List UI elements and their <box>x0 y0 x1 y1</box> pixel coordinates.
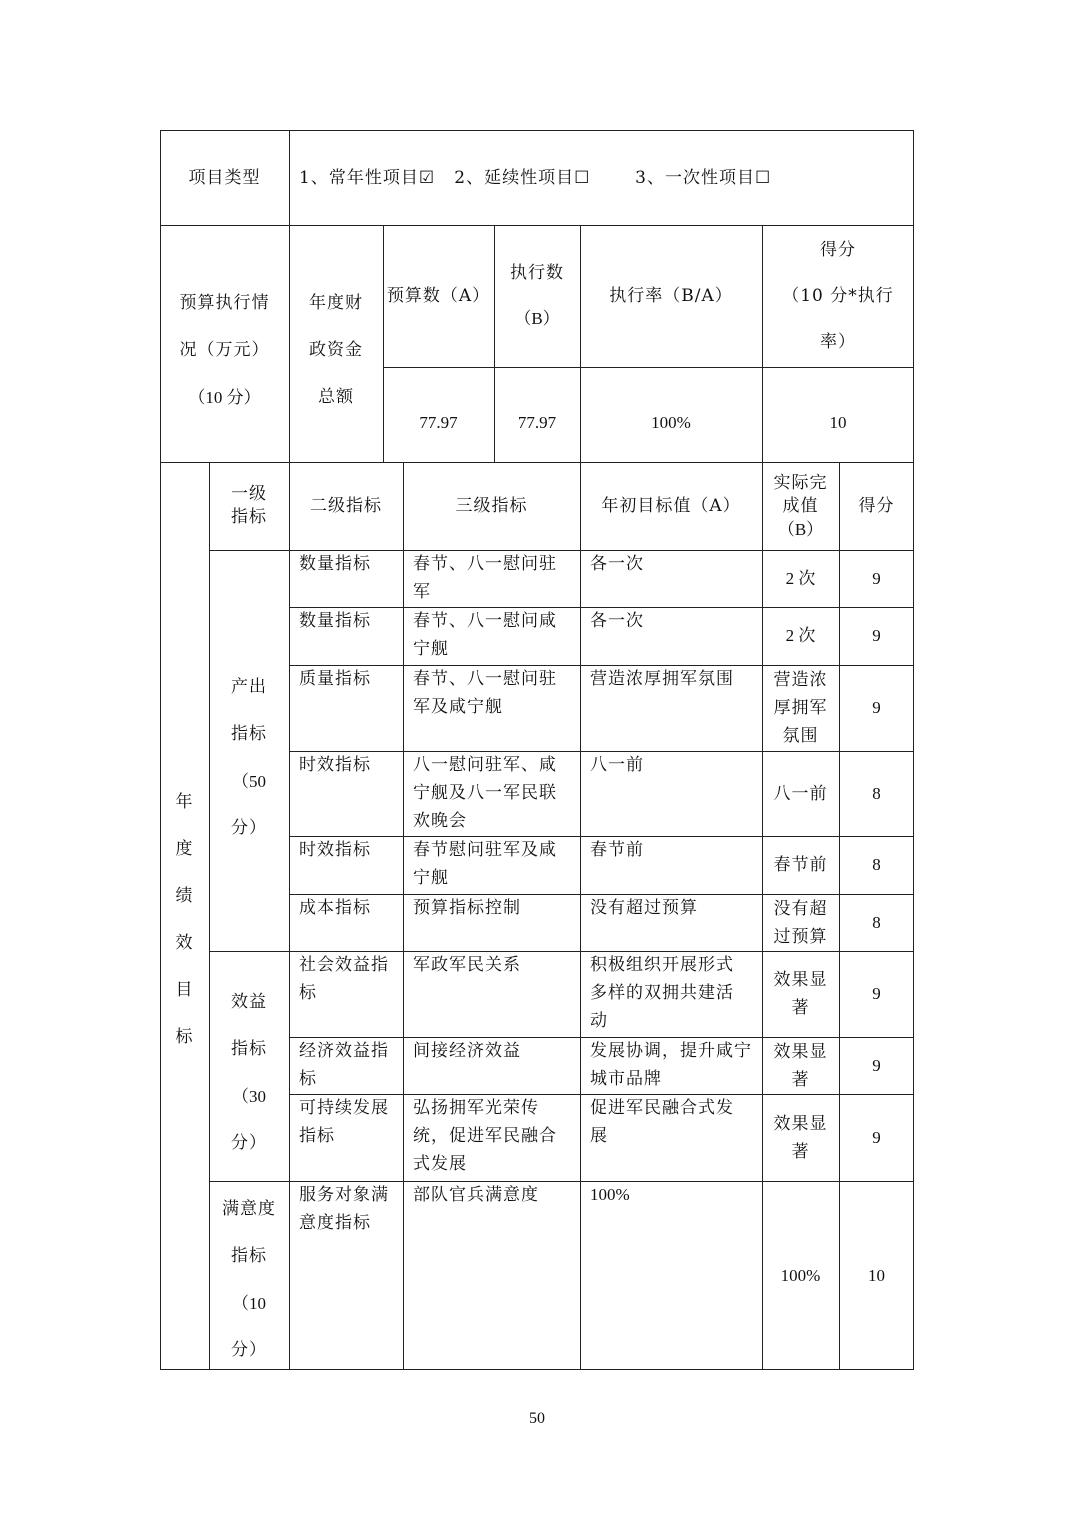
row-9-target: 促进军民融合式发 展 <box>590 1098 734 1146</box>
annual-performance-target-label: 年 度 绩 效 目 标 <box>175 792 194 1047</box>
row-4-l3: 八一慰问驻军、咸 宁舰及八一军民联 欢晚会 <box>413 755 557 831</box>
row-6-score: 8 <box>872 912 881 932</box>
row-10-actual: 100% <box>780 1265 821 1285</box>
row-7-actual: 效果显 著 <box>773 970 828 1018</box>
row-5-actual: 春节前 <box>773 855 828 875</box>
row-1-actual: 2 次 <box>785 568 816 588</box>
row-7-score: 9 <box>872 984 881 1003</box>
exec-b-header: 执行数 （B） <box>510 263 564 328</box>
row-3-target: 营造浓厚拥军氛围 <box>590 669 734 689</box>
fund-total-label: 年度财 政资金 总额 <box>309 292 363 407</box>
row-9-l3: 弘扬拥军光荣传 统，促进军民融合 式发展 <box>413 1098 557 1174</box>
row-10-l3: 部队官兵满意度 <box>413 1185 539 1205</box>
row-10-l2: 服务对象满 意度指标 <box>299 1185 389 1233</box>
row-10-target: 100% <box>590 1185 630 1204</box>
row-2-l2: 数量指标 <box>299 611 371 631</box>
row-3-l2: 质量指标 <box>299 669 371 689</box>
row-10-score: 10 <box>868 1265 885 1285</box>
row-3-l3: 春节、八一慰问驻 军及咸宁舰 <box>413 669 557 717</box>
row-4-target: 八一前 <box>590 755 644 775</box>
row-5-l3: 春节慰问驻军及咸 宁舰 <box>413 840 557 888</box>
header-score: 得分 <box>858 496 895 516</box>
group-label-output: 产出 指标 （50 分） <box>231 677 267 838</box>
row-1-l2: 数量指标 <box>299 554 371 574</box>
row-4-score: 8 <box>872 783 881 803</box>
score-value: 10 <box>829 412 847 432</box>
row-5-l2: 时效指标 <box>299 840 371 860</box>
row-6-l3: 预算指标控制 <box>413 898 521 918</box>
row-7-l2: 社会效益指 标 <box>299 955 389 1003</box>
row-6-target: 没有超过预算 <box>590 898 698 918</box>
row-2-l3: 春节、八一慰问咸 宁舰 <box>413 611 557 659</box>
row-8-actual: 效果显 著 <box>773 1041 828 1090</box>
row-6-actual: 没有超 过预算 <box>773 898 828 947</box>
row-6-l2: 成本指标 <box>299 898 371 918</box>
exec-b-value: 77.97 <box>517 412 557 432</box>
budget-exec-label: 预算执行情 况（万元） （10 分） <box>179 292 270 407</box>
rate-value: 100% <box>651 412 691 432</box>
rate-header: 执行率（B/A） <box>609 286 733 306</box>
page-number: 50 <box>529 1410 545 1427</box>
row-2-score: 9 <box>872 626 881 645</box>
row-8-score: 9 <box>872 1055 881 1075</box>
row-3-score: 9 <box>872 698 881 717</box>
project-type-options: 1、常年性项目☑ 2、延续性项目☐ 3、一次性项目☐ <box>299 167 772 188</box>
row-8-target: 发展协调，提升咸宁 城市品牌 <box>590 1041 752 1089</box>
header-level3: 三级指标 <box>455 496 528 516</box>
row-8-l2: 经济效益指 标 <box>299 1041 389 1089</box>
row-2-target: 各一次 <box>590 611 644 631</box>
project-type-label: 项目类型 <box>188 167 261 188</box>
row-1-target: 各一次 <box>590 554 644 574</box>
row-7-l3: 军政军民关系 <box>413 955 521 975</box>
row-2-actual: 2 次 <box>785 626 816 645</box>
row-5-target: 春节前 <box>590 840 644 860</box>
row-9-l2: 可持续发展 指标 <box>299 1098 389 1146</box>
row-4-l2: 时效指标 <box>299 755 371 775</box>
row-5-score: 8 <box>872 855 881 874</box>
header-target: 年初目标值（A） <box>601 496 741 516</box>
row-9-actual: 效果显 著 <box>773 1113 828 1162</box>
row-7-target: 积极组织开展形式 多样的双拥共建活 动 <box>590 955 734 1031</box>
row-1-l3: 春节、八一慰问驻 军 <box>413 554 557 602</box>
header-level1: 一级 指标 <box>231 484 267 527</box>
header-actual: 实际完 成值 （B） <box>773 472 828 539</box>
row-4-actual: 八一前 <box>773 783 828 804</box>
row-9-score: 9 <box>872 1127 881 1147</box>
group-label-satisfaction: 满意度 指标 （10 分） <box>222 1199 276 1360</box>
row-8-l3: 间接经济效益 <box>413 1041 521 1061</box>
budget-a-value: 77.97 <box>419 412 458 432</box>
row-1-score: 9 <box>872 568 881 588</box>
budget-a-header: 预算数（A） <box>386 286 491 306</box>
row-3-actual: 营造浓 厚拥军 氛围 <box>773 670 828 746</box>
header-level2: 二级指标 <box>310 496 382 516</box>
score-header: 得分 （10 分*执行 率） <box>782 240 894 352</box>
group-label-benefit: 效益 指标 （30 分） <box>231 992 267 1153</box>
